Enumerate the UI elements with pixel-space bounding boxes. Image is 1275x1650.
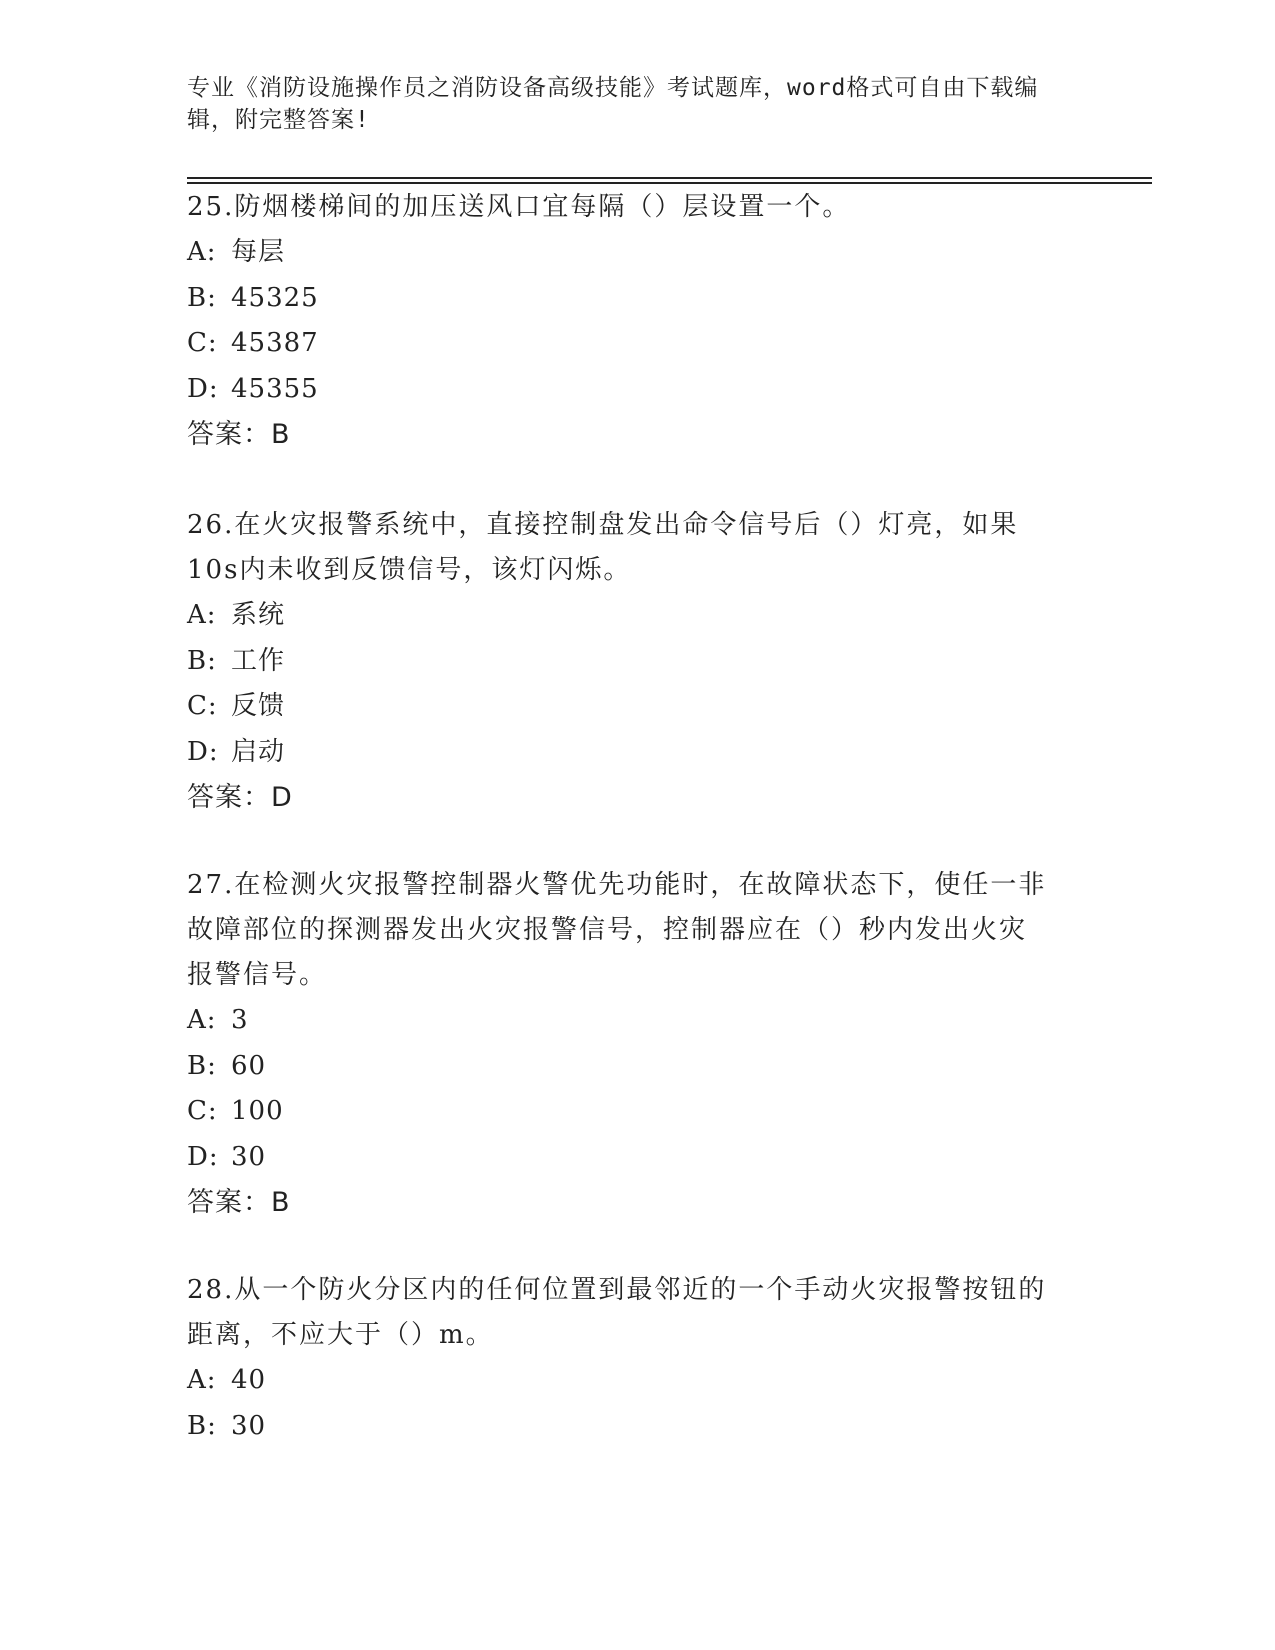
question-stem-line: 10s内未收到反馈信号，该灯闪烁。: [187, 555, 632, 585]
option-d: [187, 1135, 1087, 1181]
option-text: 30: [231, 1141, 267, 1172]
option-text: 每层: [231, 237, 286, 267]
question-stem-line: 距离，不应大于（）m。: [187, 1320, 494, 1350]
question-25: [187, 185, 1087, 457]
option-text: 30: [231, 1410, 267, 1441]
option-c: [187, 684, 1087, 730]
question-26: [187, 503, 1087, 820]
question-stem-line: 报警信号。: [187, 960, 328, 990]
header-line-1: 专业《消防设施操作员之消防设备高级技能》考试题库，word格式可自由下载编: [187, 75, 1039, 101]
question-stem-line: 故障部位的探测器发出火灾报警信号，控制器应在（）秒内发出火灾: [187, 915, 1028, 945]
question-28: [187, 1268, 1087, 1449]
option-text: 45325: [231, 282, 319, 313]
answer: 答案：B: [187, 1187, 291, 1218]
option-label: A:: [187, 600, 217, 630]
header-divider-bottom: [187, 182, 1152, 184]
question-stem-line: 25.防烟楼梯间的加压送风口宜每隔（）层设置一个。: [187, 192, 851, 222]
option-c: [187, 1089, 1087, 1135]
header-line-2: 辑，附完整答案!: [187, 107, 370, 133]
option-b: [187, 276, 1087, 322]
option-label: B:: [187, 645, 217, 676]
option-c: [187, 321, 1087, 367]
option-d: [187, 730, 1087, 776]
option-label: D:: [187, 1141, 219, 1172]
option-text: 系统: [231, 600, 286, 630]
option-b: [187, 1044, 1087, 1090]
option-a: [187, 1358, 1087, 1404]
option-label: C:: [187, 1096, 218, 1126]
question-stem-line: 27.在检测火灾报警控制器火警优先功能时，在故障状态下，使任一非: [187, 870, 1047, 900]
option-a: [187, 998, 1087, 1044]
option-b: [187, 1404, 1087, 1450]
option-label: B:: [187, 1050, 217, 1081]
option-text: 60: [231, 1050, 267, 1081]
option-text: 3: [231, 1005, 249, 1035]
option-text: 40: [231, 1365, 267, 1395]
option-label: D:: [187, 736, 219, 767]
option-label: A:: [187, 1365, 217, 1395]
option-label: B:: [187, 282, 217, 313]
header-divider-top: [187, 177, 1152, 179]
question-stem-line: 28.从一个防火分区内的任何位置到最邻近的一个手动火灾报警按钮的: [187, 1275, 1047, 1305]
option-text: 启动: [231, 736, 286, 767]
option-text: 100: [231, 1096, 284, 1126]
option-text: 45355: [231, 373, 319, 404]
option-text: 45387: [231, 328, 319, 358]
option-a: [187, 230, 1087, 276]
option-label: B:: [187, 1410, 217, 1441]
answer: 答案：B: [187, 419, 291, 450]
option-a: [187, 593, 1087, 639]
option-text: 反馈: [231, 691, 286, 721]
document-header: [187, 72, 1067, 136]
answer: 答案：D: [187, 782, 293, 813]
question-stem-line: 26.在火灾报警系统中，直接控制盘发出命令信号后（）灯亮，如果: [187, 510, 1019, 540]
option-label: C:: [187, 328, 218, 358]
question-27: [187, 863, 1087, 1225]
option-label: A:: [187, 1005, 217, 1035]
option-label: C:: [187, 691, 218, 721]
option-d: [187, 367, 1087, 413]
option-label: A:: [187, 237, 217, 267]
option-label: D:: [187, 373, 219, 404]
option-b: [187, 639, 1087, 685]
option-text: 工作: [231, 645, 286, 676]
